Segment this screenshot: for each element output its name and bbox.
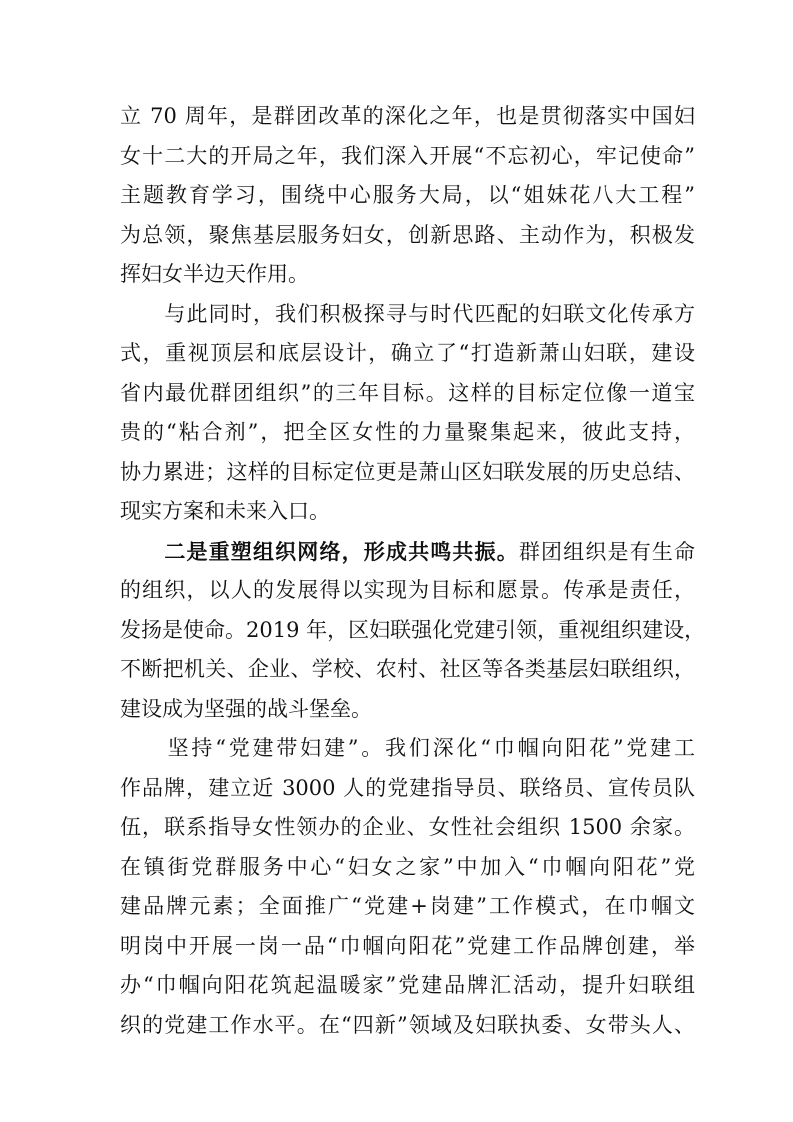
text-line: 主题教育学习，围绕中心服务大局，以“姐妹花八大工程” [120, 183, 695, 207]
text-line: 贵的“粘合剂”，把全区女性的力量聚集起来，彼此支持， [120, 420, 695, 444]
text-line: 现实方案和未来入口。 [120, 499, 330, 523]
text-line: 的组织，以人的发展得以实现为目标和愿景。传承是责任， [120, 578, 695, 602]
text-line: 作品牌，建立近 3000 人的党建指导员、联络员、宣传员队 [120, 775, 695, 800]
text-line: 为总领，聚焦基层服务妇女，创新思路、主动作为，积极发 [120, 222, 695, 247]
text-line: 女十二大的开局之年，我们深入开展“不忘初心，牢记使命” [120, 143, 695, 168]
section-heading-line [120, 532, 695, 572]
text-line: 式，重视顶层和底层设计，确立了“打造新萧山妇联，建设 [120, 341, 695, 365]
text-line: 坚持“党建带妇建”。我们深化“巾帼向阳花”党建工 [120, 736, 695, 760]
heading-continuation: 群团组织是有生命 [518, 539, 696, 564]
text-line: 在镇街党群服务中心“妇女之家”中加入“巾帼向阳花”党 [120, 854, 695, 879]
text-line: 明岗中开展一岗一品“巾帼向阳花”党建工作品牌创建，举 [120, 933, 695, 958]
text-line: 不断把机关、企业、学校、农村、社区等各类基层妇联组织， [120, 657, 695, 681]
document-body [120, 97, 706, 1045]
text-line: 建设成为坚强的战斗堡垒。 [120, 696, 372, 721]
text-line: 办“巾帼向阳花筑起温暖家”党建品牌汇活动，提升妇联组 [120, 973, 695, 997]
text-line: 建品牌元素；全面推广“党建+岗建”工作模式，在巾帼文 [120, 894, 695, 918]
text-line: 协力累进；这样的目标定位更是萧山区妇联发展的历史总结、 [120, 459, 695, 484]
section-heading: 二是重塑组织网络，形成共鸣共振。 [120, 538, 519, 564]
text-line: 发扬是使命。2019 年，区妇联强化党建引领，重视组织建设， [120, 617, 706, 642]
text-line: 与此同时，我们积极探寻与时代匹配的妇联文化传承方 [120, 301, 695, 326]
text-line: 织的党建工作水平。在“四新”领域及妇联执委、女带头人、 [120, 1012, 695, 1037]
text-line: 立 70 周年，是群团改革的深化之年，也是贯彻落实中国妇 [120, 104, 695, 128]
text-line: 省内最优群团组织”的三年目标。这样的目标定位像一道宝 [120, 380, 695, 405]
text-line: 挥妇女半边天作用。 [120, 262, 309, 286]
text-line: 伍，联系指导女性领办的企业、女性社会组织 1500 余家。 [120, 815, 695, 839]
